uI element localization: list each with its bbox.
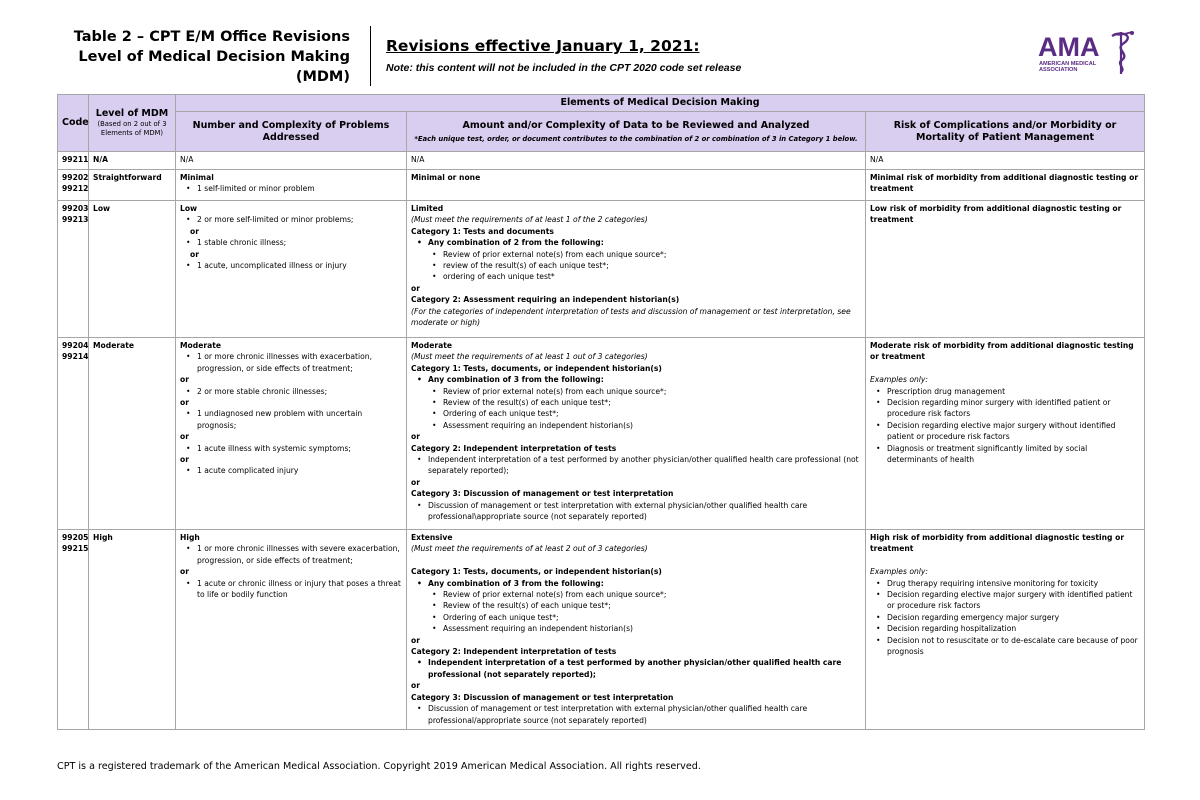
cell-text: Moderate	[411, 341, 453, 350]
cell-text: • Review of the result(s) of each unique test*;	[411, 397, 861, 408]
cell-text: or	[411, 432, 420, 442]
cell-text: Minimal or none	[411, 173, 481, 182]
cell-text: • Review of the result(s) of each unique test*;	[411, 600, 861, 611]
cell-risk	[866, 170, 1145, 201]
cell-text: High	[180, 533, 200, 542]
cell-text: • Diagnosis or treatment significantly limited by social determinants of health	[870, 443, 1140, 466]
cell-codes	[58, 152, 89, 170]
cell-text: (Must meet the requirements of at least 2 out of 3 categories)	[411, 544, 648, 554]
table-row	[58, 170, 1145, 201]
cell-problems	[176, 170, 407, 201]
cell-text: Category 2: Assessment requiring an independent historian(s)	[411, 295, 680, 305]
cell-text: • Any combination of 3 from the following:	[411, 578, 861, 589]
cell-text: • 1 acute complicated injury	[180, 465, 402, 476]
cell-text: • 1 acute illness with systemic symptoms;	[180, 443, 402, 454]
cell-text: • ordering of each unique test*	[411, 271, 861, 282]
cell-text: Minimal risk of morbidity from additional diagnostic testing or treatment	[870, 173, 1139, 194]
cell-codes	[58, 338, 89, 530]
ama-logo	[1038, 30, 1138, 78]
cell-problems	[176, 152, 407, 170]
cpt-code: 99203	[62, 204, 89, 213]
ama-logo-subtitle: AMERICAN MEDICAL ASSOCIATION	[1039, 61, 1097, 74]
cpt-code: 99202	[62, 173, 89, 182]
cell-text: • review of the result(s) of each unique test*;	[411, 260, 861, 271]
cell-text: • Independent interpretation of a test performed by another physician/other qualified health care professional (not separately reported);	[411, 657, 861, 680]
cell-text: Category 3: Discussion of management or test interpretation	[411, 692, 674, 702]
cell-text: or	[180, 567, 189, 577]
cpt-code: 99211	[62, 155, 89, 164]
cell-text: or	[180, 432, 189, 442]
cell-text: Low risk of morbidity from additional diagnostic testing or treatment	[870, 204, 1122, 225]
cell-level: Low	[89, 201, 176, 338]
cell-text: • Review of prior external note(s) from each unique source*;	[411, 386, 861, 397]
cell-text: N/A	[870, 155, 884, 164]
header-data: Amount and/or Complexity of Data to be Reviewed and Analyzed *Each unique test, order, or document contributes to the combination of 2 or combination of 3 in Category 1 below.	[407, 112, 866, 152]
cell-text: • 1 stable chronic illness;	[180, 237, 402, 248]
cell-text: • Review of prior external note(s) from each unique source*;	[411, 589, 861, 600]
cell-text: Category 2: Independent interpretation of tests	[411, 443, 617, 453]
cell-text: • 1 acute, uncomplicated illness or injury	[180, 260, 402, 271]
cell-text: • 2 or more stable chronic illnesses;	[180, 386, 402, 397]
cell-text: • 1 acute or chronic illness or injury that poses a threat to life or bodily function	[180, 578, 402, 601]
cell-text	[870, 363, 1140, 374]
cell-text: • Any combination of 3 from the following:	[411, 374, 861, 385]
cell-data	[407, 170, 866, 201]
cell-text: • Decision not to resuscitate or to de-escalate care because of poor prognosis	[870, 635, 1140, 658]
revisions-note: Note: this content will not be included in the CPT 2020 code set release	[386, 62, 742, 74]
cell-text: • Ordering of each unique test*;	[411, 408, 861, 419]
cell-text: (Must meet the requirements of at least 1 out of 3 categories)	[411, 352, 648, 362]
cell-codes	[58, 530, 89, 730]
document-title	[40, 27, 350, 87]
table-row	[58, 152, 1145, 170]
cell-problems	[176, 530, 407, 730]
cell-risk	[866, 530, 1145, 730]
cpt-code: 99204	[62, 341, 89, 350]
cell-text: • Drug therapy requiring intensive monitoring for toxicity	[870, 578, 1140, 589]
header-elements: Elements of Medical Decision Making	[176, 95, 1145, 112]
cell-data	[407, 152, 866, 170]
header-level-sub: (Based on 2 out of 3 Elements of MDM)	[97, 120, 167, 137]
cell-problems	[176, 338, 407, 530]
cell-level: Moderate	[89, 338, 176, 530]
cell-text: Moderate risk of morbidity from additional diagnostic testing or treatment	[870, 341, 1134, 362]
header-problems: Number and Complexity of Problems Addressed	[176, 112, 407, 152]
cell-text: • 2 or more self-limited or minor problems;	[180, 214, 402, 225]
caduceus-icon	[1108, 30, 1138, 76]
cell-text: • Assessment requiring an independent historian(s)	[411, 623, 861, 634]
cell-text: N/A	[411, 155, 425, 164]
copyright-footer: CPT is a registered trademark of the American Medical Association. Copyright 2019 American Medical Association. All rights reserved.	[57, 761, 701, 772]
cell-text: or	[190, 226, 199, 236]
cell-text: or	[180, 375, 189, 385]
header-risk: Risk of Complications and/or Morbidity or Mortality of Patient Management	[866, 112, 1145, 152]
cell-risk	[866, 201, 1145, 338]
cell-text: N/A	[180, 155, 194, 164]
cell-codes	[58, 201, 89, 338]
cell-text: (For the categories of independent interpretation of tests and discussion of management or test interpretation, see moderate or high)	[411, 306, 851, 328]
cell-text: Examples only:	[870, 567, 928, 577]
cell-text: or	[190, 249, 199, 259]
cell-text: Limited	[411, 204, 444, 213]
cell-text	[411, 555, 861, 566]
cpt-code: 99213	[62, 215, 89, 225]
cell-text: Low	[180, 204, 198, 213]
cell-text: Examples only:	[870, 375, 928, 385]
header-code: Code	[58, 95, 89, 152]
cell-text: • Independent interpretation of a test performed by another physician/other qualified health care professional (not separately reported);	[411, 454, 861, 477]
cell-text: Extensive	[411, 533, 453, 542]
cell-text: Moderate	[180, 341, 222, 350]
cell-text: or	[411, 283, 420, 293]
header-divider	[370, 26, 371, 86]
cell-level: Straightforward	[89, 170, 176, 201]
cell-text: or	[411, 477, 420, 487]
title-line-1: Table 2 – CPT E/M Office Revisions	[73, 29, 350, 45]
cell-text: • 1 or more chronic illnesses with exacerbation, progression, or side effects of treatment;	[180, 351, 402, 374]
cell-text: • Decision regarding elective major surgery without identified patient or procedure risk factors	[870, 420, 1140, 443]
cell-text: Category 1: Tests and documents	[411, 226, 554, 236]
cell-text: • Assessment requiring an independent historian(s)	[411, 420, 861, 431]
cell-text: • Prescription drug management	[870, 386, 1140, 397]
cell-text: Category 3: Discussion of management or test interpretation	[411, 489, 674, 499]
cpt-code: 99205	[62, 533, 89, 542]
cell-text: • Decision regarding emergency major surgery	[870, 612, 1140, 623]
cell-text: • Decision regarding minor surgery with identified patient or procedure risk factors	[870, 397, 1140, 420]
cell-text: • Any combination of 2 from the following:	[411, 237, 861, 248]
cell-text: • 1 undiagnosed new problem with uncertain prognosis;	[180, 408, 402, 431]
cell-text: (Must meet the requirements of at least 1 of the 2 categories)	[411, 215, 648, 225]
ama-logo-text: AMA	[1038, 32, 1100, 62]
cell-text: • Discussion of management or test interpretation with external physician/other qualified health care professional\appropriate source (not separately reported)	[411, 500, 861, 523]
table-row	[58, 338, 1145, 530]
cpt-code: 99215	[62, 544, 89, 554]
cell-data	[407, 201, 866, 338]
revisions-title: Revisions effective January 1, 2021:	[386, 37, 700, 55]
title-line-2: Level of Medical Decision Making (MDM)	[78, 49, 350, 85]
table-row	[58, 530, 1145, 730]
cell-text: Category 1: Tests, documents, or independent historian(s)	[411, 363, 662, 373]
header-level: Level of MDM (Based on 2 out of 3 Elements of MDM)	[89, 95, 176, 152]
cell-text: • Decision regarding elective major surgery with identified patient or procedure risk factors	[870, 589, 1140, 612]
cell-text: • Decision regarding hospitalization	[870, 623, 1140, 634]
header-data-note: *Each unique test, order, or document contributes to the combination of 2 or combination of 3 in Category 1 below.	[414, 134, 858, 143]
cell-text: • 1 self-limited or minor problem	[180, 183, 402, 194]
cell-data	[407, 530, 866, 730]
cpt-code: 99214	[62, 352, 89, 362]
cell-problems	[176, 201, 407, 338]
cell-text: or	[411, 681, 420, 691]
cell-level: N/A	[89, 152, 176, 170]
cpt-code: 99212	[62, 184, 89, 194]
cell-level: High	[89, 530, 176, 730]
cell-text: or	[180, 398, 189, 408]
cell-data	[407, 338, 866, 530]
cell-text: Category 2: Independent interpretation of tests	[411, 647, 617, 657]
cell-text: or	[411, 635, 420, 645]
cell-text: • Review of prior external note(s) from each unique source*;	[411, 249, 861, 260]
cell-text: or	[180, 455, 189, 465]
cell-text: High risk of morbidity from additional diagnostic testing or treatment	[870, 533, 1125, 554]
mdm-table	[57, 94, 1145, 730]
cell-text	[870, 555, 1140, 566]
cell-text: Minimal	[180, 173, 214, 182]
cell-risk	[866, 338, 1145, 530]
table-row	[58, 201, 1145, 338]
cell-text: • Ordering of each unique test*;	[411, 612, 861, 623]
cell-text: • Discussion of management or test interpretation with external physician/other qualified health care professional/appropriate source (not separately reported)	[411, 703, 861, 726]
cell-text: • 1 or more chronic illnesses with severe exacerbation, progression, or side effects of treatment;	[180, 543, 402, 566]
cell-codes	[58, 170, 89, 201]
cell-text: Category 1: Tests, documents, or independent historian(s)	[411, 567, 662, 577]
cell-risk	[866, 152, 1145, 170]
